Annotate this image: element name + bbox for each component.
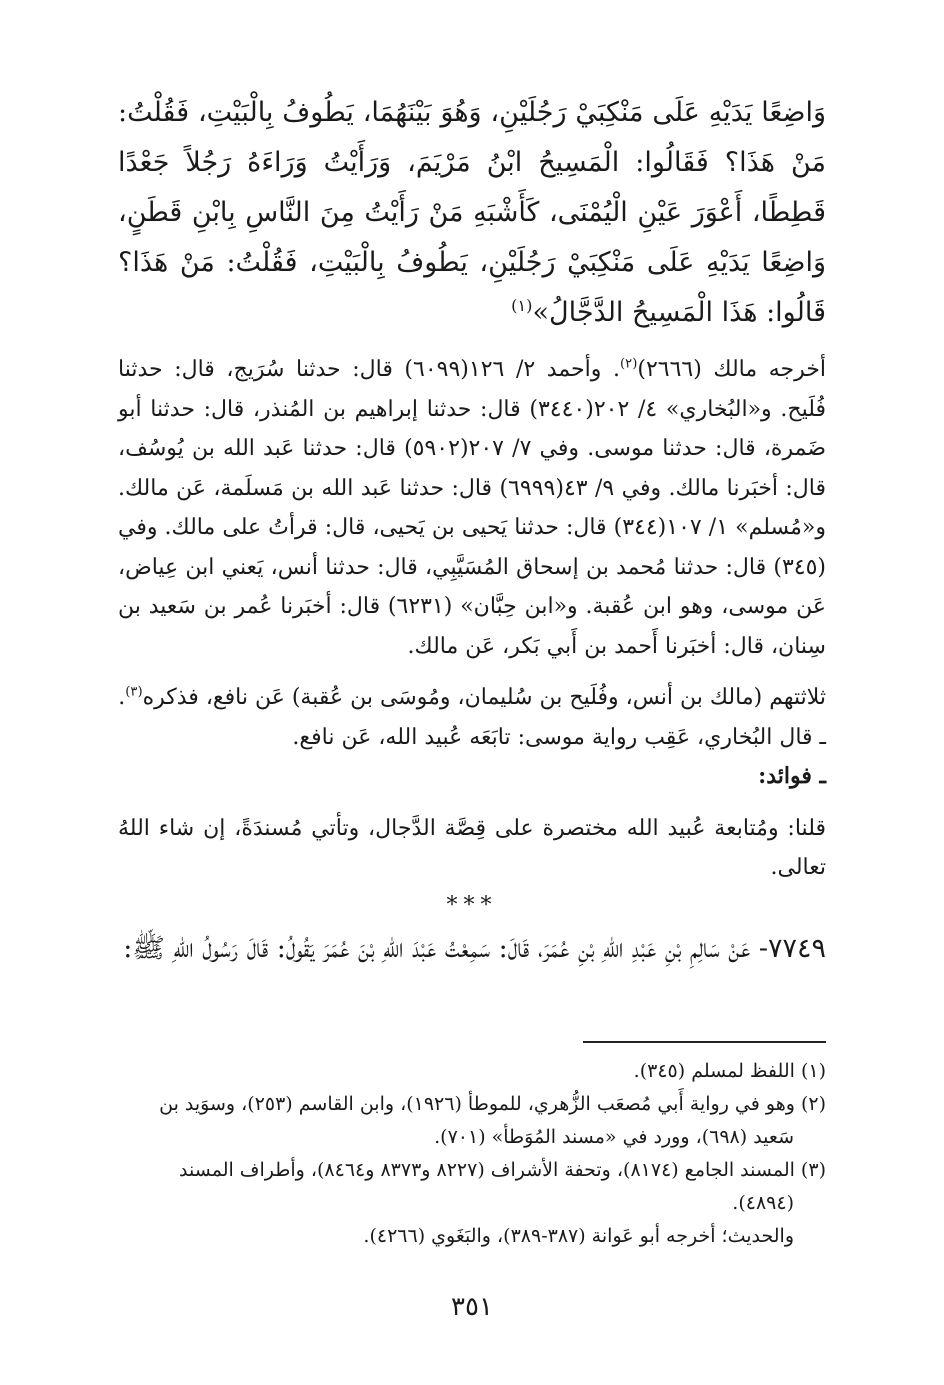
footnote-3-line-3: والحديث؛ أخرجه أبو عَوانة (٣٨٧-٣٨٩)، والبَغَوي (٤٢٦٦).	[363, 1225, 794, 1247]
fawaid-text: قلنا: ومُتابعة عُبيد الله مختصرة على قِصَّة الدَّجال، وتأتي مُسندَةً، إن شاء اللهُ تعالى.	[118, 815, 826, 880]
takhrij-text: . وأحمد ٢/ ١٢٦(٦٠٩٩) قال: حدثنا سُرَيج، قال: حدثنا فُلَيح. و«البُخاري» ٤/ ٢٠٢(٣٤٤٠) قال: حدثنا إبراهيم بن المُنذر، قال: حدثنا أبو ضَمرة، قال: حدثنا موسى. وفي ٧/ ٢٠٧(٥٩٠٢) قال: حدثنا عَبد الله بن يُوسُف، قال: أخبَرنا مالك. وفي ٩/ ٤٣(٦٩٩٩) قال: حدثنا عَبد الله بن مَسلَمة، عَن مالك. و«مُسلم» ١/ ١٠٧(٣٤٤) قال: حدثنا يَحيى بن يَحيى، قال: قرأتُ على مالك. وفي (٣٤٥) قال: حدثنا مُحمد بن إسحاق المُسَيَّبِي، قال: حدثنا أنس، يَعني ابن عِياض، عَن موسى، وهو ابن عُقبة. و«ابن حِبَّان» (٦٢٣١) قال: أخبَرنا عُمر بن سَعيد بن سِنان، قال: أخبَرنا أَحمد بن أَبي بَكر، عَن مالك.	[118, 357, 827, 659]
footnote-3-line-1: (٣) المسند الجامع (٨١٧٤)، وتحفة الأشراف (٨٢٢٧ و٨٣٧٣ و٨٤٦٤)، وأطراف المسند	[179, 1159, 826, 1181]
footnotes	[118, 1055, 826, 1253]
footnote-ref-3: (٣)	[125, 684, 143, 700]
hadith-text: وَاضِعًا يَدَيْهِ عَلَى مَنْكِبَيْ رَجُلَيْنِ، وَهُوَ بَيْنَهُمَا، يَطُوفُ بِالْبَيْتِ، فَقُلْتُ: مَنْ هَذَا؟ فَقَالُوا: الْمَسِيحُ ابْنُ مَرْيَمَ، وَرَأَيْتُ وَرَاءَهُ رَجُلاً جَعْدًا قَطِطًا، أَعْوَرَ عَيْنِ الْيُمْنَى، كَأَشْبَهِ مَنْ رَأَيْتُ مِنَ النَّاسِ بِابْنِ قَطَنٍ، وَاضِعًا يَدَيْهِ عَلَى مَنْكِبَيْ رَجُلَيْنِ، يَطُوفُ بِالْبَيْتِ، فَقُلْتُ: مَنْ هَذَا؟ قَالُوا: هَذَا الْمَسِيحُ الدَّجَّالُ»	[118, 97, 826, 328]
footnote-ref-1: (١)	[511, 296, 533, 315]
takhrij-malik: أخرجه مالك (٢٦٦٦)	[637, 357, 827, 382]
page-number: ٣٥١	[451, 1292, 493, 1322]
takhrij-paragraph	[118, 350, 826, 666]
bukhari-note: ـ قال البُخاري، عَقِب رواية موسى: تابَعَه عُبيد الله، عَن نافع.	[292, 724, 826, 750]
section-separator: ***	[446, 892, 498, 918]
footnote-ref-2: (٢)	[619, 356, 638, 372]
footnote-divider	[583, 1041, 826, 1043]
fawaid-heading: ـ فوائد:	[758, 763, 826, 789]
thalathatuhum-line: ثلاثتهم (مالك بن أنس، وفُلَيح بن سُليمان، ومُوسَى بن عُقبة) عَن نافع، فذكره$^{(٣)}$.	[118, 684, 826, 710]
footnote-1: (١) اللفظ لمسلم (٣٤٥).	[633, 1060, 826, 1082]
thalathatuhum-text: ثلاثتهم (مالك بن أنس، وفُلَيح بن سُليمان، ومُوسَى بن عُقبة) عَن نافع، فذكره	[142, 685, 826, 710]
hadith-continuation	[118, 88, 826, 338]
next-hadith: ٧٧٤٩- عَنْ سَالِمِ بْنِ عَبْدِ اللهِ بْنِ عُمَرَ، قَالَ: سَمِعْتُ عَبْدَ اللهِ بْنَ عُمَرَ يَقُولُ: قَالَ رَسُولُ اللهِ ﷺ:	[123, 932, 826, 964]
main-text	[118, 88, 826, 974]
footnote-2-line-1: (٢) وهو في رواية أَبي مُصعَب الزُّهري، للموطأ (١٩٢٦)، وابن القاسم (٢٥٣)، وسوَيد بن	[159, 1093, 826, 1115]
footnote-3-line-2: (٤٨٩٤).	[732, 1192, 794, 1214]
footnote-2-line-2: سَعيد (٦٩٨)، وورد في «مسند المُوَطأ» (٧٠١).	[434, 1126, 794, 1148]
